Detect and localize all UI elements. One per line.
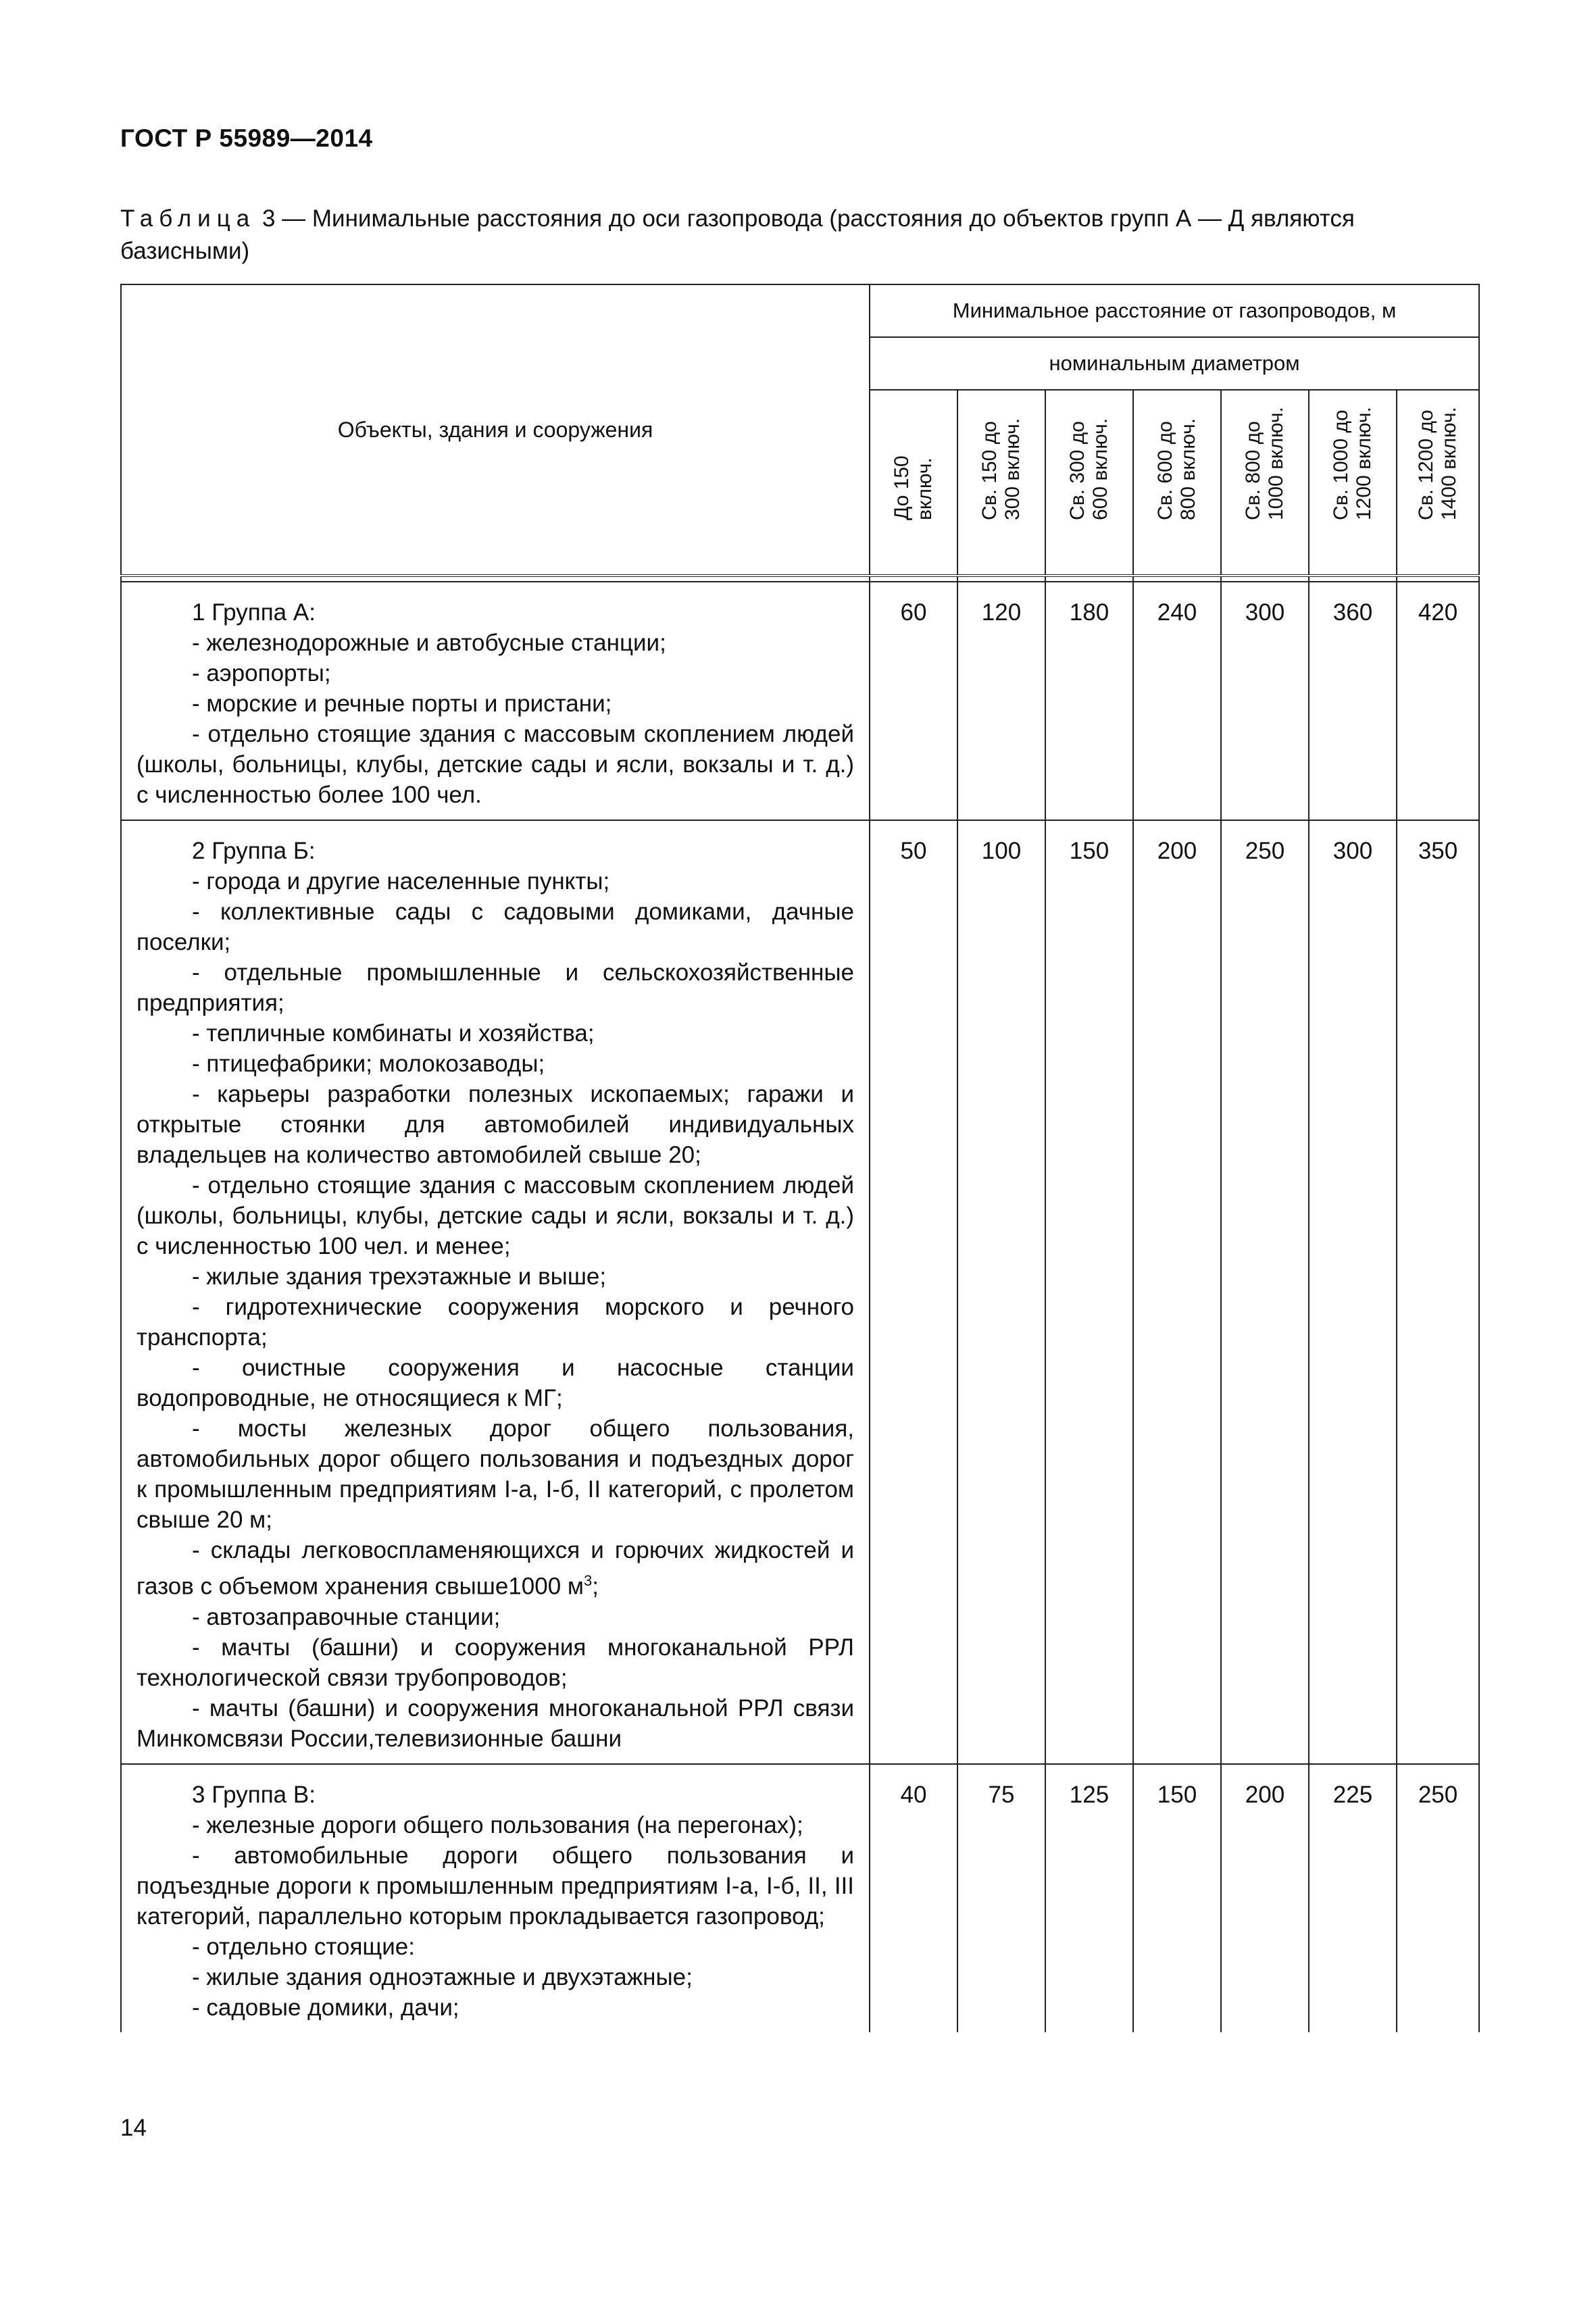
column-header-1-line2: включ. bbox=[914, 457, 936, 520]
list-item: - жилые здания одноэтажные и двухэтажные; bbox=[192, 1963, 693, 1990]
header-distance: Минимальное расстояние от газопроводов, м bbox=[870, 284, 1479, 337]
list-item: - тепличные комбинаты и хозяйства; bbox=[192, 1020, 595, 1047]
row-title: 3 Группа В: bbox=[192, 1781, 316, 1808]
row-title: 2 Группа Б: bbox=[192, 838, 316, 864]
column-header-3-line2: 600 включ. bbox=[1089, 418, 1112, 520]
caption-label: Таблица bbox=[120, 205, 256, 232]
list-item: - гидротехнические сооружения морского и речного транспорта; bbox=[136, 1294, 854, 1351]
value-cell: 50 bbox=[870, 820, 957, 1764]
column-header-7-line1: Св. 1200 до bbox=[1415, 409, 1438, 520]
list-item: - мачты (башни) и сооружения многоканальной РРЛ технологической связи трубопроводов; bbox=[136, 1634, 854, 1691]
value-cell: 60 bbox=[870, 582, 957, 820]
list-item: - карьеры разработки полезных ископаемых; гаражи и открытые стоянки для автомобилей индивидуальных владельцев на количество автомобилей свыше 20; bbox=[136, 1081, 854, 1168]
value-cell: 40 bbox=[870, 1764, 957, 2032]
value-cell: 240 bbox=[1133, 582, 1221, 820]
column-header-1 bbox=[870, 390, 957, 576]
list-item: - коллективные сады с садовыми домиками, дачные поселки; bbox=[136, 899, 854, 955]
value-cell: 300 bbox=[1221, 582, 1309, 820]
value-cell: 100 bbox=[957, 820, 1045, 1764]
list-item: - аэропорты; bbox=[192, 660, 331, 686]
value-cell: 150 bbox=[1133, 1764, 1221, 2032]
column-header-5 bbox=[1221, 390, 1309, 576]
value-cell: 125 bbox=[1045, 1764, 1133, 2032]
caption-text: 3 — Минимальные расстояния до оси газопровода (расстояния до объектов групп А — Д являются базисными) bbox=[120, 205, 1355, 264]
column-header-6 bbox=[1309, 390, 1397, 576]
document-header: ГОСТ Р 55989—2014 bbox=[120, 124, 373, 152]
list-item: - отдельно стоящие здания с массовым скоплением людей (школы, больницы, клубы, детские сады и ясли, вокзалы и т. д.) с численностью 100 чел. и менее; bbox=[136, 1172, 854, 1259]
value-cell: 180 bbox=[1045, 582, 1133, 820]
list-item: - железнодорожные и автобусные станции; bbox=[192, 630, 666, 656]
table-row bbox=[121, 1764, 1479, 2032]
column-header-2 bbox=[957, 390, 1045, 576]
value-cell: 420 bbox=[1397, 582, 1479, 820]
value-cell: 120 bbox=[957, 582, 1045, 820]
column-header-2-line1: Св. 150 до bbox=[978, 421, 1001, 520]
list-item: - мосты железных дорог общего пользования, автомобильных дорог общего пользования и подъездных дорог к промышленным предприятиям I-а, I-б, II категорий, с пролетом свыше 20 м; bbox=[136, 1415, 854, 1533]
value-cell: 350 bbox=[1397, 820, 1479, 1764]
row-objects-group-v bbox=[121, 1764, 870, 2032]
column-header-6-line2: 1200 включ. bbox=[1353, 407, 1375, 520]
page-number: 14 bbox=[120, 2115, 147, 2141]
column-header-7-line2: 1400 включ. bbox=[1438, 407, 1461, 520]
column-header-5-line1: Св. 800 до bbox=[1242, 421, 1264, 520]
list-item: - железные дороги общего пользования (на перегонах); bbox=[192, 1811, 803, 1838]
distances-table bbox=[120, 284, 1480, 2032]
table-caption bbox=[120, 203, 1478, 268]
value-cell: 250 bbox=[1397, 1764, 1479, 2032]
list-item: - птицефабрики; молокозаводы; bbox=[192, 1051, 545, 1077]
superscript: 3 bbox=[583, 1572, 593, 1589]
column-header-5-line2: 1000 включ. bbox=[1265, 407, 1287, 520]
column-header-7 bbox=[1397, 390, 1479, 576]
list-item: - отдельно стоящие здания с массовым скоплением людей (школы, больницы, клубы, детские сады и ясли, вокзалы и т. д.) с численностью более 100 чел. bbox=[136, 721, 854, 808]
column-header-3 bbox=[1045, 390, 1133, 576]
column-header-1-line1: До 150 bbox=[891, 455, 913, 520]
list-item: - мачты (башни) и сооружения многоканальной РРЛ связи Минкомсвязи России,телевизионные башни bbox=[136, 1694, 854, 1752]
column-header-4-line2: 800 включ. bbox=[1177, 418, 1199, 520]
value-cell: 250 bbox=[1221, 820, 1309, 1764]
column-header-3-line1: Св. 300 до bbox=[1066, 421, 1089, 520]
table-row bbox=[121, 820, 1479, 1764]
list-item: - автомобильные дороги общего пользования и подъездные дороги к промышленным предприятиям I-а, I-б, II, III категорий, параллельно которым прокладывается газопровод; bbox=[136, 1842, 854, 1930]
header-objects: Объекты, здания и сооружения bbox=[121, 284, 870, 576]
list-item: - морские и речные порты и пристани; bbox=[192, 690, 612, 717]
row-objects-group-a bbox=[121, 582, 870, 820]
value-cell: 200 bbox=[1133, 820, 1221, 1764]
value-cell: 75 bbox=[957, 1764, 1045, 2032]
header-diameter: номинальным диаметром bbox=[870, 337, 1479, 390]
list-item: - очистные сооружения и насосные станции водопроводные, не относящиеся к МГ; bbox=[136, 1355, 854, 1411]
storage-tail: ; bbox=[592, 1573, 599, 1600]
list-item: - отдельные промышленные и сельскохозяйственные предприятия; bbox=[136, 959, 854, 1016]
column-header-6-line1: Св. 1000 до bbox=[1330, 409, 1352, 520]
list-item: - автозаправочные станции; bbox=[192, 1603, 501, 1630]
value-cell: 200 bbox=[1221, 1764, 1309, 2032]
list-item: - жилые здания трехэтажные и выше; bbox=[192, 1263, 607, 1290]
column-header-2-line2: 300 включ. bbox=[1001, 418, 1024, 520]
value-cell: 150 bbox=[1045, 820, 1133, 1764]
storage-text: - склады легковоспламеняющихся и горючих жидкостей и газов с объемом хранения свыше1000 м bbox=[136, 1537, 854, 1600]
list-item bbox=[136, 1535, 854, 1602]
column-header-4 bbox=[1133, 390, 1221, 576]
list-item: - города и другие населенные пункты; bbox=[192, 868, 610, 895]
row-title: 1 Группа А: bbox=[192, 599, 316, 626]
value-cell: 300 bbox=[1309, 820, 1397, 1764]
list-item: - отдельно стоящие: bbox=[192, 1933, 415, 1960]
column-header-4-line1: Св. 600 до bbox=[1154, 421, 1176, 520]
table-row bbox=[121, 582, 1479, 820]
list-item: - садовые домики, дачи; bbox=[192, 1994, 459, 2021]
value-cell: 225 bbox=[1309, 1764, 1397, 2032]
value-cell: 360 bbox=[1309, 582, 1397, 820]
row-objects-group-b bbox=[121, 820, 870, 1764]
